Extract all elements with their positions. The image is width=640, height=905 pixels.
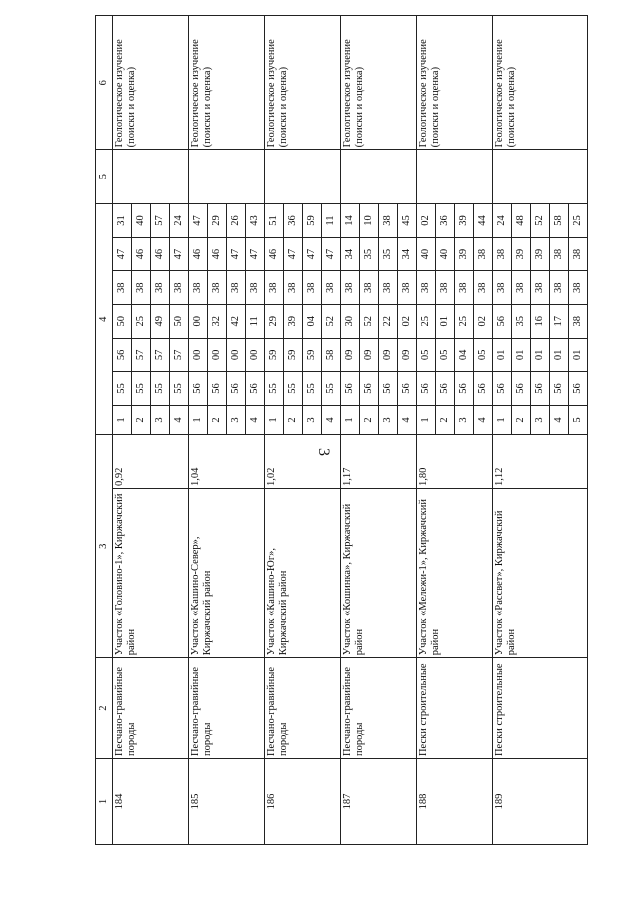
coordinate-value: 05	[436, 338, 455, 372]
coordinate-value: 55	[170, 372, 189, 406]
point-number: 4	[170, 405, 189, 435]
point-number: 3	[455, 405, 474, 435]
point-number: 3	[303, 405, 322, 435]
coordinate-value: 22	[379, 305, 398, 339]
table-row	[341, 16, 360, 845]
site-name: Участок «Кашино-Север», Киржачский район	[189, 489, 265, 658]
coordinate-value: 52	[360, 305, 379, 339]
coordinate-value: 50	[170, 305, 189, 339]
mineral-type: Песчано-гравийные породы	[189, 658, 265, 759]
table-header	[96, 16, 113, 845]
row-number: 188	[417, 759, 493, 845]
mineral-type: Песчано-гравийные породы	[341, 658, 417, 759]
site-name: Участок «Кошинка», Киржачский район	[341, 489, 417, 658]
coordinate-value: 46	[151, 237, 170, 271]
column-5-value	[341, 150, 417, 204]
coordinate-value: 26	[227, 204, 246, 238]
coordinate-value: 44	[474, 204, 493, 238]
area-km2: 1,80	[417, 435, 493, 489]
coordinate-value: 38	[455, 271, 474, 305]
coordinate-value: 56	[246, 372, 265, 406]
table-row	[265, 16, 284, 845]
table-row	[417, 16, 436, 845]
coordinate-value: 47	[113, 237, 132, 271]
coordinate-value: 38	[379, 204, 398, 238]
coordinate-value: 00	[227, 338, 246, 372]
coordinate-value: 56	[227, 372, 246, 406]
coordinate-value: 49	[151, 305, 170, 339]
coordinate-value: 39	[531, 237, 550, 271]
coordinate-value: 46	[265, 237, 284, 271]
point-number: 3	[151, 405, 170, 435]
point-number: 4	[550, 405, 569, 435]
header-col-1: 1	[96, 759, 113, 845]
purpose-text: Геологическое изучение (поиски и оценка)	[113, 16, 189, 150]
table-row	[113, 16, 132, 845]
coordinate-value: 39	[512, 237, 531, 271]
coordinate-value: 38	[531, 271, 550, 305]
point-number: 4	[398, 405, 417, 435]
coordinate-value: 24	[493, 204, 512, 238]
coordinate-value: 05	[417, 338, 436, 372]
purpose-text: Геологическое изучение (поиски и оценка)	[417, 16, 493, 150]
coordinate-value: 01	[550, 338, 569, 372]
site-name: Участок «Кашино-Юг», Киржачский район	[265, 489, 341, 658]
column-5-value	[493, 150, 588, 204]
coordinate-value: 38	[474, 237, 493, 271]
point-number: 3	[227, 405, 246, 435]
point-number: 2	[132, 405, 151, 435]
coordinate-value: 59	[303, 338, 322, 372]
coordinate-value: 29	[208, 204, 227, 238]
coordinate-value: 24	[170, 204, 189, 238]
column-5-value	[265, 150, 341, 204]
register-table	[95, 15, 588, 845]
coordinate-value: 56	[208, 372, 227, 406]
coordinate-value: 55	[303, 372, 322, 406]
coordinate-value: 56	[550, 372, 569, 406]
coordinate-value: 38	[208, 271, 227, 305]
coordinate-value: 38	[132, 271, 151, 305]
coordinate-value: 38	[493, 271, 512, 305]
coordinate-value: 00	[189, 338, 208, 372]
coordinate-value: 04	[303, 305, 322, 339]
coordinate-value: 46	[189, 237, 208, 271]
area-km2: 1,04	[189, 435, 265, 489]
point-number: 2	[208, 405, 227, 435]
coordinate-value: 39	[455, 237, 474, 271]
coordinate-value: 40	[132, 204, 151, 238]
purpose-text: Геологическое изучение (поиски и оценка)	[189, 16, 265, 150]
coordinate-value: 38	[151, 271, 170, 305]
coordinate-value: 01	[512, 338, 531, 372]
coordinate-value: 56	[569, 372, 588, 406]
coordinate-value: 55	[284, 372, 303, 406]
coordinate-value: 38	[474, 271, 493, 305]
table-row	[189, 16, 208, 845]
row-number: 184	[113, 759, 189, 845]
point-number: 4	[474, 405, 493, 435]
header-col-5: 5	[96, 150, 113, 204]
coordinate-value: 43	[246, 204, 265, 238]
coordinate-value: 01	[569, 338, 588, 372]
coordinate-value: 47	[303, 237, 322, 271]
coordinate-value: 47	[284, 237, 303, 271]
coordinate-value: 36	[436, 204, 455, 238]
coordinate-value: 47	[189, 204, 208, 238]
coordinate-value: 56	[493, 372, 512, 406]
coordinate-value: 58	[322, 338, 341, 372]
coordinate-value: 52	[322, 305, 341, 339]
point-number: 4	[246, 405, 265, 435]
point-number: 2	[436, 405, 455, 435]
coordinate-value: 56	[417, 372, 436, 406]
coordinate-value: 55	[265, 372, 284, 406]
coordinate-value: 47	[246, 237, 265, 271]
point-number: 1	[113, 405, 132, 435]
coordinate-value: 38	[170, 271, 189, 305]
coordinate-value: 38	[569, 237, 588, 271]
coordinate-value: 56	[512, 372, 531, 406]
row-number: 189	[493, 759, 588, 845]
coordinate-value: 56	[474, 372, 493, 406]
table-body	[113, 16, 588, 845]
coordinate-value: 25	[417, 305, 436, 339]
coordinate-value: 38	[436, 271, 455, 305]
coordinate-value: 38	[550, 237, 569, 271]
coordinate-value: 59	[284, 338, 303, 372]
coordinate-value: 47	[227, 237, 246, 271]
coordinate-value: 09	[379, 338, 398, 372]
coordinate-value: 35	[379, 237, 398, 271]
coordinate-value: 56	[379, 372, 398, 406]
coordinate-value: 38	[398, 271, 417, 305]
coordinate-value: 35	[512, 305, 531, 339]
coordinate-value: 11	[322, 204, 341, 238]
coordinate-value: 39	[284, 305, 303, 339]
coordinate-value: 38	[550, 271, 569, 305]
point-number: 2	[284, 405, 303, 435]
coordinate-value: 31	[113, 204, 132, 238]
coordinate-value: 47	[170, 237, 189, 271]
coordinate-value: 02	[417, 204, 436, 238]
coordinate-value: 51	[265, 204, 284, 238]
coordinate-value: 00	[208, 338, 227, 372]
coordinate-value: 25	[132, 305, 151, 339]
point-number: 1	[493, 405, 512, 435]
area-km2: 1,17	[341, 435, 417, 489]
page-number: 3	[315, 448, 332, 456]
coordinate-value: 55	[151, 372, 170, 406]
coordinate-value: 38	[512, 271, 531, 305]
area-km2: 0,92	[113, 435, 189, 489]
point-number: 1	[417, 405, 436, 435]
rotated-table-container	[95, 15, 583, 845]
coordinate-value: 38	[189, 271, 208, 305]
coordinate-value: 38	[417, 271, 436, 305]
coordinate-value: 35	[360, 237, 379, 271]
coordinate-value: 58	[550, 204, 569, 238]
purpose-text: Геологическое изучение (поиски и оценка)	[341, 16, 417, 150]
header-col-4: 4	[96, 204, 113, 435]
coordinate-value: 38	[227, 271, 246, 305]
mineral-type: Пески строительные	[417, 658, 493, 759]
coordinate-value: 36	[284, 204, 303, 238]
coordinate-value: 56	[531, 372, 550, 406]
coordinate-value: 38	[322, 271, 341, 305]
coordinate-value: 09	[398, 338, 417, 372]
coordinate-value: 09	[360, 338, 379, 372]
coordinate-value: 38	[246, 271, 265, 305]
coordinate-value: 45	[398, 204, 417, 238]
coordinate-value: 56	[113, 338, 132, 372]
purpose-text: Геологическое изучение (поиски и оценка)	[493, 16, 588, 150]
coordinate-value: 01	[531, 338, 550, 372]
point-number: 1	[265, 405, 284, 435]
coordinate-value: 02	[398, 305, 417, 339]
coordinate-value: 56	[436, 372, 455, 406]
coordinate-value: 46	[132, 237, 151, 271]
row-number: 185	[189, 759, 265, 845]
area-km2: 1,12	[493, 435, 588, 489]
coordinate-value: 32	[208, 305, 227, 339]
site-name: Участок «Мележи-1», Киржачский район	[417, 489, 493, 658]
coordinate-value: 46	[208, 237, 227, 271]
coordinate-value: 01	[436, 305, 455, 339]
coordinate-value: 38	[341, 271, 360, 305]
coordinate-value: 38	[569, 271, 588, 305]
coordinate-value: 34	[341, 237, 360, 271]
coordinate-value: 57	[132, 338, 151, 372]
coordinate-value: 00	[189, 305, 208, 339]
coordinate-value: 38	[360, 271, 379, 305]
coordinate-value: 52	[531, 204, 550, 238]
coordinate-value: 42	[227, 305, 246, 339]
coordinate-value: 38	[284, 271, 303, 305]
mineral-type: Песчано-гравийные породы	[113, 658, 189, 759]
coordinate-value: 38	[113, 271, 132, 305]
coordinate-value: 38	[569, 305, 588, 339]
column-5-value	[113, 150, 189, 204]
coordinate-value: 40	[417, 237, 436, 271]
coordinate-value: 47	[322, 237, 341, 271]
coordinate-value: 56	[455, 372, 474, 406]
coordinate-value: 29	[265, 305, 284, 339]
purpose-text: Геологическое изучение (поиски и оценка)	[265, 16, 341, 150]
coordinate-value: 57	[170, 338, 189, 372]
row-number: 187	[341, 759, 417, 845]
coordinate-value: 57	[151, 204, 170, 238]
coordinate-value: 55	[132, 372, 151, 406]
coordinate-value: 05	[474, 338, 493, 372]
coordinate-value: 56	[341, 372, 360, 406]
point-number: 4	[322, 405, 341, 435]
point-number: 5	[569, 405, 588, 435]
point-number: 2	[512, 405, 531, 435]
point-number: 1	[189, 405, 208, 435]
coordinate-value: 55	[322, 372, 341, 406]
coordinate-value: 17	[550, 305, 569, 339]
point-number: 3	[379, 405, 398, 435]
coordinate-value: 25	[569, 204, 588, 238]
site-name: Участок «Рассвет», Киржачский район	[493, 489, 588, 658]
coordinate-value: 56	[493, 305, 512, 339]
coordinate-value: 48	[512, 204, 531, 238]
coordinate-value: 02	[474, 305, 493, 339]
header-col-2: 2	[96, 658, 113, 759]
coordinate-value: 38	[493, 237, 512, 271]
coordinate-value: 10	[360, 204, 379, 238]
column-5-value	[417, 150, 493, 204]
coordinate-value: 38	[303, 271, 322, 305]
coordinate-value: 38	[265, 271, 284, 305]
coordinate-value: 38	[379, 271, 398, 305]
coordinate-value: 04	[455, 338, 474, 372]
mineral-type: Пески строительные	[493, 658, 588, 759]
coordinate-value: 59	[265, 338, 284, 372]
coordinate-value: 50	[113, 305, 132, 339]
coordinate-value: 34	[398, 237, 417, 271]
column-5-value	[189, 150, 265, 204]
point-number: 2	[360, 405, 379, 435]
point-number: 3	[531, 405, 550, 435]
coordinate-value: 09	[341, 338, 360, 372]
area-km2: 1,02	[265, 435, 341, 489]
coordinate-value: 30	[341, 305, 360, 339]
coordinate-value: 11	[246, 305, 265, 339]
coordinate-value: 57	[151, 338, 170, 372]
coordinate-value: 55	[113, 372, 132, 406]
point-number: 1	[341, 405, 360, 435]
coordinate-value: 14	[341, 204, 360, 238]
coordinate-value: 59	[303, 204, 322, 238]
coordinate-value: 00	[246, 338, 265, 372]
coordinate-value: 16	[531, 305, 550, 339]
header-col-3: 3	[96, 435, 113, 658]
coordinate-value: 39	[455, 204, 474, 238]
coordinate-value: 56	[189, 372, 208, 406]
coordinate-value: 40	[436, 237, 455, 271]
coordinate-value: 01	[493, 338, 512, 372]
site-name: Участок «Головино-1», Киржачский район	[113, 489, 189, 658]
table-row	[493, 16, 512, 845]
mineral-type: Песчано-гравийные породы	[265, 658, 341, 759]
document-sheet	[95, 15, 583, 845]
coordinate-value: 56	[398, 372, 417, 406]
coordinate-value: 25	[455, 305, 474, 339]
row-number: 186	[265, 759, 341, 845]
coordinate-value: 56	[360, 372, 379, 406]
header-col-6: 6	[96, 16, 113, 150]
